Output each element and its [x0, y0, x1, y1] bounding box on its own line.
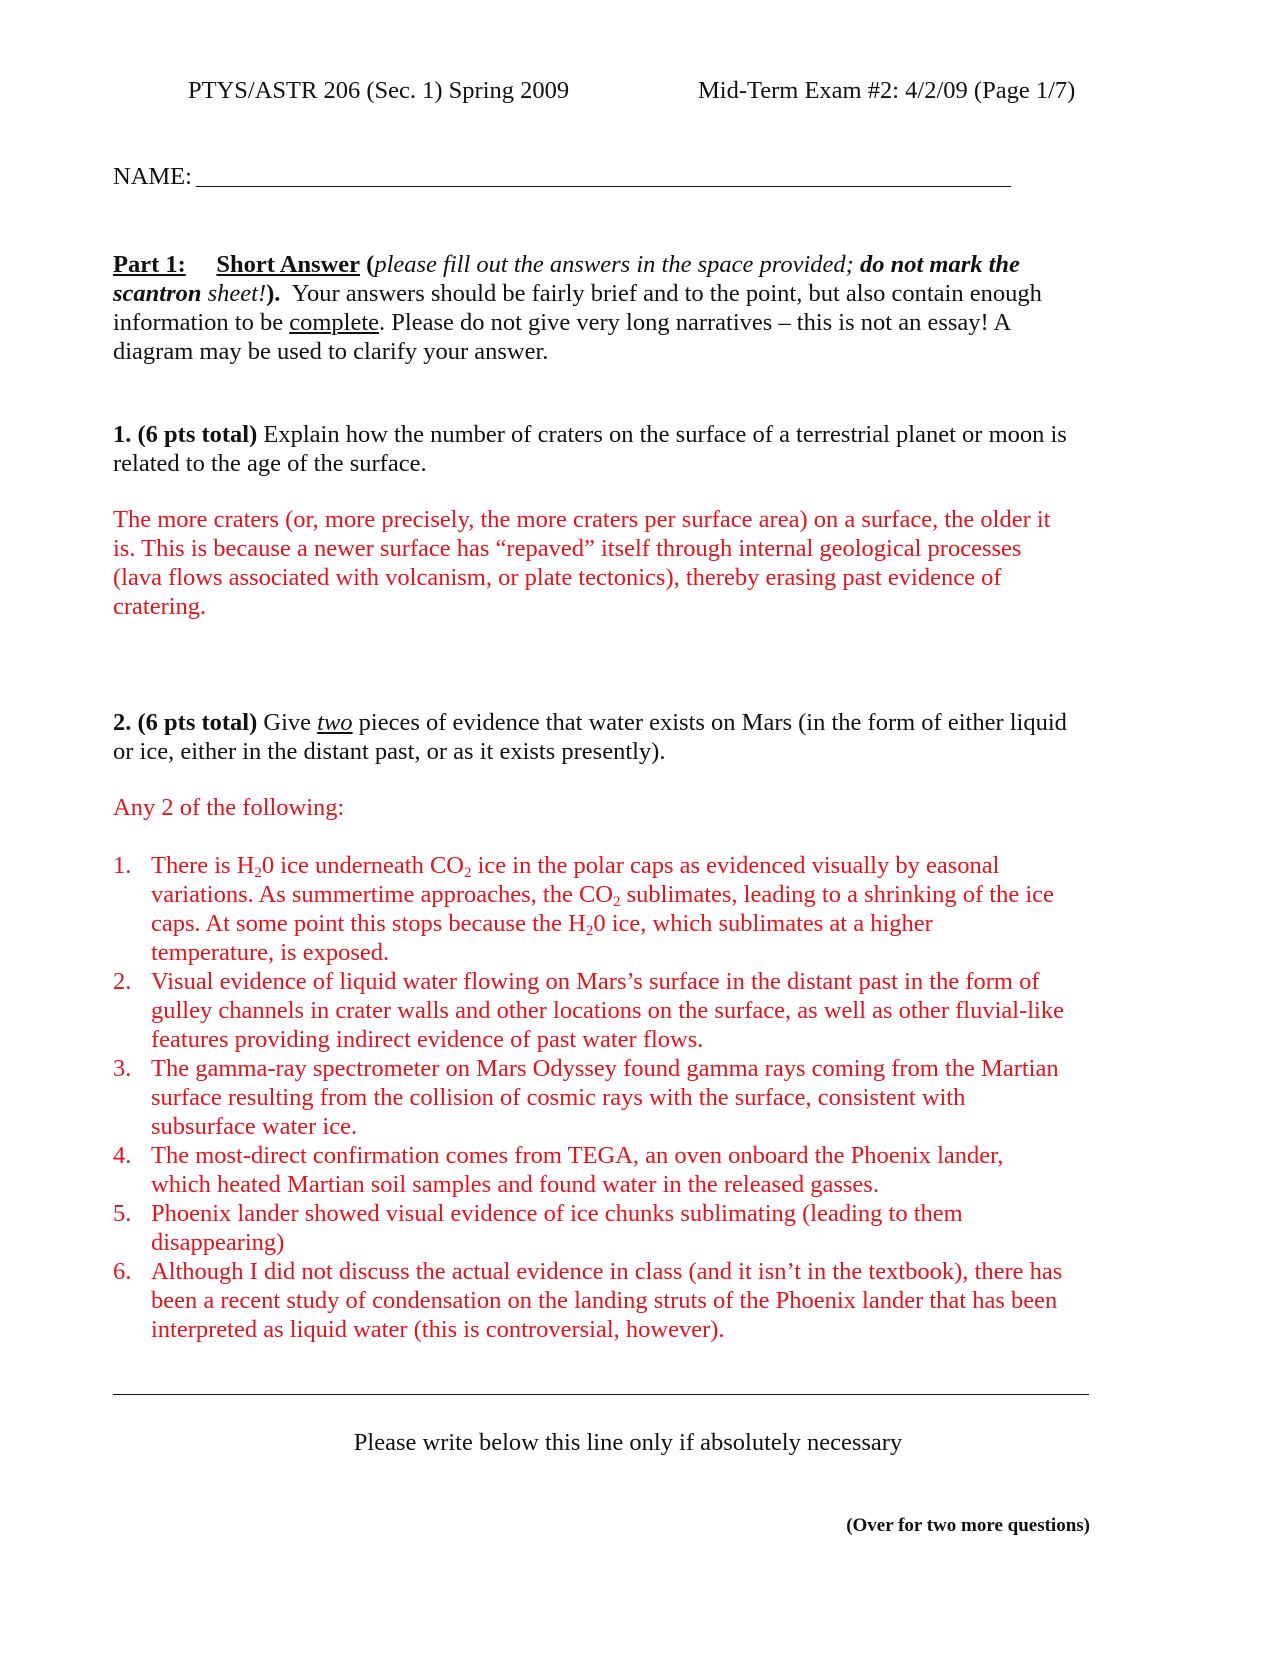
list-item: 3. The gamma-ray spectrometer on Mars Odyssey found gamma rays coming from the Martian surface resulting from the collision of cosmic rays with the surface, consistent with subsurface water ice.: [113, 1055, 1059, 1140]
question-2: 2. (6 pts total) Give two pieces of evidence that water exists on Mars (in the form of either liquid or ice, either in the distant past, or as it exists presently).: [113, 709, 1067, 765]
q2-label: 2. (6 pts total): [113, 709, 258, 736]
part1-label: Part 1:: [113, 251, 186, 278]
list-item: 2. Visual evidence of liquid water flowing on Mars’s surface in the distant past in the form of gulley channels in crater walls and other locations on the surface, as well as other fluvial-like features providing indirect evidence of past water flows.: [113, 968, 1064, 1053]
list-item: 1. There is $H_20$ ice underneath $CO_2$ ice in the polar caps as evidenced visually by easonal variations. As summertime approaches, the $CO_2$ sublimates, leading to a shrinking of the ice caps. At some point this stops because the $H_20$ ice, which sublimates at a higher temperature, is exposed.: [113, 852, 1054, 966]
part1-instructions: Part 1: Short Answer (please fill out the answers in the space provided; do not mark the scantron sheet!). Your answers should be fairly brief and to the point, but also contain enough information to be complete. Please do not give very long narratives – this is not an essay! A diagram may be used to clarify your answer.: [113, 251, 1042, 365]
question-1: 1. (6 pts total) Explain how the number of craters on the surface of a terrestrial planet or moon is related to the age of the surface.: [113, 421, 1067, 477]
header-exam-info: Mid-Term Exam #2: 4/2/09 (Page 1/7): [698, 77, 1076, 104]
name-label: NAME:: [113, 163, 192, 190]
q2-answer-list: [113, 851, 1123, 1344]
name-blank-line[interactable]: [196, 186, 1011, 187]
header-course: PTYS/ASTR 206 (Sec. 1) Spring 2009: [188, 77, 570, 104]
list-item: 6. Although I did not discuss the actual evidence in class (and it isn’t in the textbook), there has been a recent study of condensation on the landing struts of the Phoenix lander that has been interpreted as liquid water (this is controversial, however).: [113, 1258, 1063, 1343]
q1-answer: The more craters (or, more precisely, the more craters per surface area) on a surface, the older it is. This is because a newer surface has “repaved” itself through internal geological processes (lava flows associated with volcanism, or plate tectonics), thereby erasing past evidence of cratering.: [113, 506, 1051, 620]
list-item: 5. Phoenix lander showed visual evidence of ice chunks sublimating (leading to them disappearing): [113, 1200, 963, 1256]
over-note: (Over for two more questions): [846, 1515, 1090, 1536]
list-item: 4. The most-direct confirmation comes from TEGA, an oven onboard the Phoenix lander, which heated Martian soil samples and found water in the released gasses.: [113, 1142, 1004, 1198]
q1-label: 1. (6 pts total): [113, 421, 258, 448]
write-below-note: Please write below this line only if absolutely necessary: [353, 1429, 903, 1456]
part1-title: Short Answer: [216, 251, 361, 278]
separator-rule: [113, 1394, 1089, 1395]
q2-answer-intro: Any 2 of the following:: [113, 794, 345, 821]
